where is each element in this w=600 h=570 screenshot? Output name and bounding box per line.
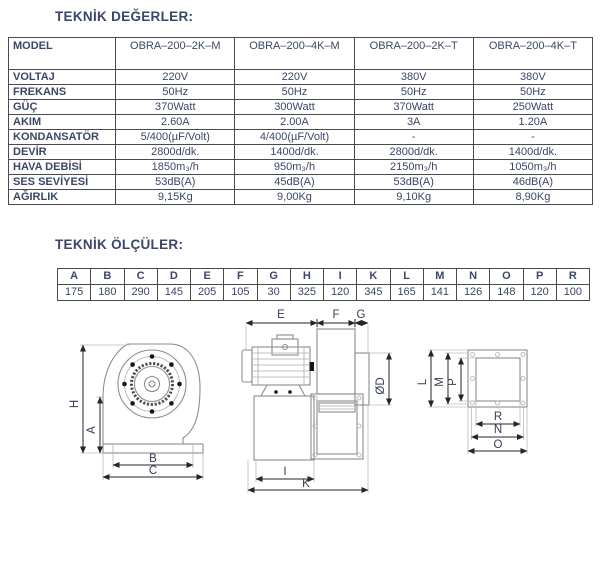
dim-value: 290 <box>124 285 157 301</box>
spec-label: GÜÇ <box>9 100 116 115</box>
model-header-cell: MODEL <box>9 38 116 70</box>
spec-row-current <box>9 115 593 130</box>
dim-letter: G <box>257 269 290 285</box>
dim-label-b: B <box>149 453 157 465</box>
spec-value: 2800d/dk. <box>116 145 235 160</box>
dim-value: 145 <box>157 285 190 301</box>
spec-row-capacitor <box>9 130 593 145</box>
spec-row-airflow <box>9 160 593 175</box>
dims-header-row <box>58 269 590 285</box>
spec-value: 2800d/dk. <box>354 145 473 160</box>
spec-label: AĞIRLIK <box>9 190 116 205</box>
dim-value: 345 <box>357 285 390 301</box>
spec-label: KONDANSATÖR <box>9 130 116 145</box>
spec-value: 50Hz <box>235 85 354 100</box>
motor-shaft-key <box>310 362 315 371</box>
spec-row-voltage <box>9 70 593 85</box>
dim-letter: C <box>124 269 157 285</box>
model-column-header: OBRA–200–4K–M <box>235 38 354 70</box>
dim-label-r: R <box>493 411 503 423</box>
flange-holes-side <box>313 396 361 457</box>
dim-label-od: ØD <box>375 377 387 395</box>
spec-value: - <box>354 130 473 145</box>
spec-row-power <box>9 100 593 115</box>
dim-letter: L <box>390 269 423 285</box>
dim-value: 100 <box>556 285 589 301</box>
spec-label: VOLTAJ <box>9 70 116 85</box>
dim-value: 165 <box>390 285 423 301</box>
dim-letter: I <box>324 269 357 285</box>
dim-value: 205 <box>191 285 224 301</box>
dim-letter: F <box>224 269 257 285</box>
dim-value: 120 <box>523 285 556 301</box>
dim-value: 30 <box>257 285 290 301</box>
dim-letter: N <box>457 269 490 285</box>
dim-label-p: P <box>447 378 459 386</box>
spec-label: DEVİR <box>9 145 116 160</box>
spec-value: 8,90Kg <box>473 190 592 205</box>
model-column-header: OBRA–200–2K–M <box>116 38 235 70</box>
dim-label-i: I <box>283 466 287 478</box>
spec-row-weight <box>9 190 593 205</box>
dim-letter: K <box>357 269 390 285</box>
dim-value: 120 <box>324 285 357 301</box>
dim-letter: B <box>91 269 124 285</box>
dimensions-table <box>57 268 590 301</box>
outlet-flange-drawing <box>417 350 527 454</box>
spec-value: 9,15Kg <box>116 190 235 205</box>
spec-value: 370Watt <box>116 100 235 115</box>
technical-drawings <box>0 300 600 570</box>
dim-value: 141 <box>423 285 456 301</box>
spec-value: 220V <box>116 70 235 85</box>
spec-value: 2.00A <box>235 115 354 130</box>
dim-letter: M <box>423 269 456 285</box>
dim-label-c: C <box>148 465 158 477</box>
spec-value: 1400d/dk. <box>473 145 592 160</box>
dim-value: 148 <box>490 285 523 301</box>
flange-holes-front <box>471 353 526 406</box>
spec-value: 4/400(µF/Volt) <box>235 130 354 145</box>
dim-label-g: G <box>356 309 366 321</box>
dim-label-l: L <box>417 378 429 386</box>
spec-value: 2150m₃/h <box>354 160 473 175</box>
spec-value: 1400d/dk. <box>235 145 354 160</box>
dim-value: 180 <box>91 285 124 301</box>
spec-value: 950m₃/h <box>235 160 354 175</box>
spec-value: 46dB(A) <box>473 175 592 190</box>
dim-letter: O <box>490 269 523 285</box>
model-column-header: OBRA–200–4K–T <box>473 38 592 70</box>
spec-value: 1.20A <box>473 115 592 130</box>
dim-value: 325 <box>290 285 323 301</box>
spec-value: 5/400(µF/Volt) <box>116 130 235 145</box>
dim-value: 126 <box>457 285 490 301</box>
spec-value: 53dB(A) <box>116 175 235 190</box>
dim-letter: A <box>58 269 91 285</box>
spec-value: 380V <box>473 70 592 85</box>
section-title-technical-dimensions: TEKNİK ÖLÇÜLER: <box>55 237 184 252</box>
dim-letter: P <box>523 269 556 285</box>
table-header-row <box>9 38 593 70</box>
spec-value: - <box>473 130 592 145</box>
spec-value: 300Watt <box>235 100 354 115</box>
dim-letter: H <box>290 269 323 285</box>
dim-label-h: H <box>69 399 81 409</box>
spec-value: 220V <box>235 70 354 85</box>
dim-label-m: M <box>434 377 446 387</box>
technical-values-table <box>8 37 593 205</box>
dim-label-o: O <box>493 439 503 451</box>
section-title-technical-values: TEKNİK DEĞERLER: <box>55 9 194 24</box>
dim-label-f: F <box>332 309 340 321</box>
spec-value: 1050m₃/h <box>473 160 592 175</box>
spec-row-noise <box>9 175 593 190</box>
dim-label-a: A <box>86 426 98 434</box>
spec-label: AKIM <box>9 115 116 130</box>
spec-label: HAVA DEBİSİ <box>9 160 116 175</box>
spec-label: FREKANS <box>9 85 116 100</box>
spec-value: 50Hz <box>116 85 235 100</box>
spec-value: 3A <box>354 115 473 130</box>
spec-value: 250Watt <box>473 100 592 115</box>
dims-value-row <box>58 285 590 301</box>
dim-value: 175 <box>58 285 91 301</box>
spec-value: 1850m₃/h <box>116 160 235 175</box>
dim-letter: R <box>556 269 589 285</box>
spec-value: 53dB(A) <box>354 175 473 190</box>
spec-value: 380V <box>354 70 473 85</box>
dim-label-k: K <box>302 478 310 490</box>
spec-row-frequency <box>9 85 593 100</box>
spec-value: 2.60A <box>116 115 235 130</box>
dim-label-n: N <box>493 424 503 436</box>
fan-front-view-drawing <box>69 344 203 480</box>
dim-value: 105 <box>224 285 257 301</box>
dim-letter: D <box>157 269 190 285</box>
fan-side-view-drawing <box>242 309 392 493</box>
model-column-header: OBRA–200–2K–T <box>354 38 473 70</box>
dim-letter: E <box>191 269 224 285</box>
spec-label: SES SEVİYESİ <box>9 175 116 190</box>
spec-value: 9,10Kg <box>354 190 473 205</box>
spec-value: 45dB(A) <box>235 175 354 190</box>
spec-row-rpm <box>9 145 593 160</box>
spec-value: 9,00Kg <box>235 190 354 205</box>
spec-value: 50Hz <box>473 85 592 100</box>
spec-value: 370Watt <box>354 100 473 115</box>
spec-value: 50Hz <box>354 85 473 100</box>
dim-label-e: E <box>277 309 285 321</box>
